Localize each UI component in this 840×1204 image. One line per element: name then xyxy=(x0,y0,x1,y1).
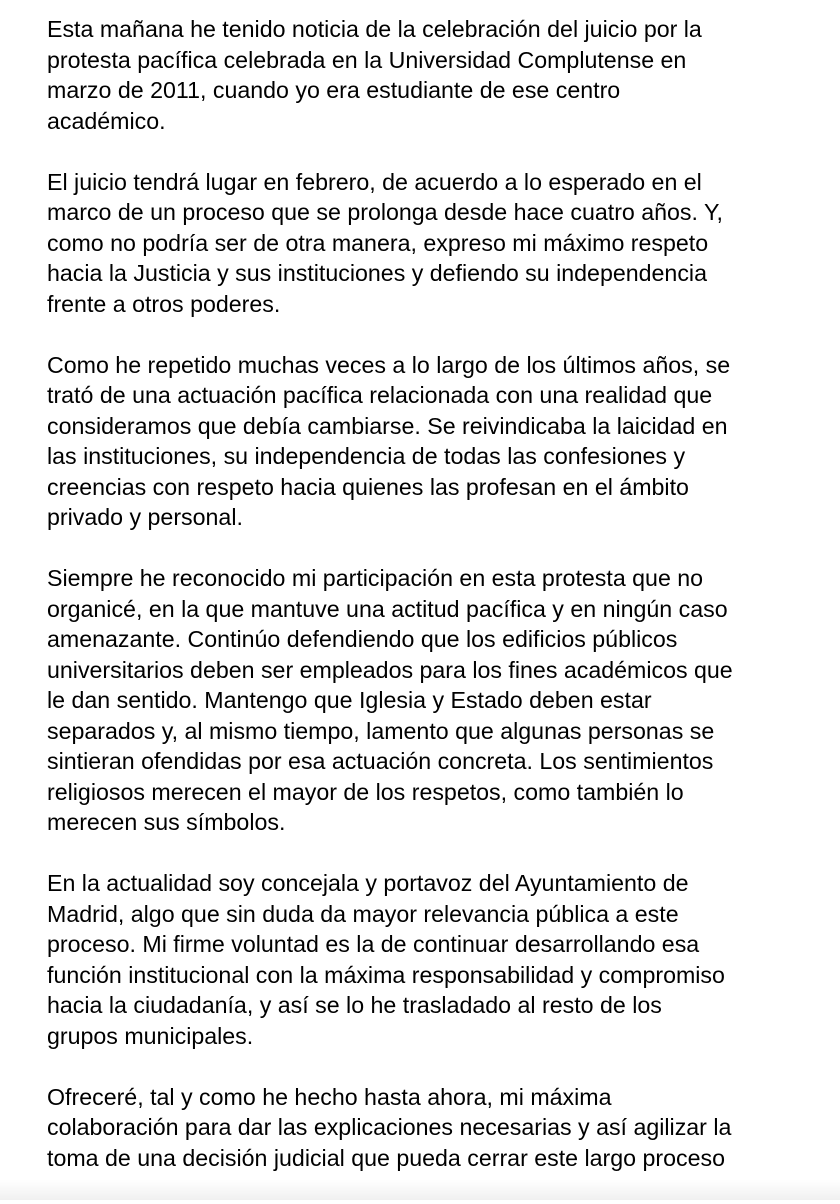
text-line: separados y, al mismo tiempo, lamento que algunas personas se xyxy=(47,717,715,744)
text-line: sintieran ofendidas por esa actuación concreta. Los sentimientos xyxy=(47,748,714,774)
text-line: trató de una actuación pacífica relacionada con una realidad que xyxy=(47,382,713,408)
text-line: le dan sentido. Mantengo que Iglesia y Estado deben estar xyxy=(47,687,652,713)
text-line: colaboración para dar las explicaciones necesarias y así agilizar la xyxy=(47,1114,732,1140)
paragraph-3 xyxy=(47,350,822,533)
text-line: hacia la Justicia y sus instituciones y defiendo su independencia xyxy=(47,260,707,286)
paragraph-4 xyxy=(47,563,822,838)
text-line: las instituciones, su independencia de todas las confesiones y xyxy=(47,443,686,469)
text-line: merecen sus símbolos. xyxy=(47,809,286,835)
text-line: creencias con respeto hacia quienes las profesan en el ámbito xyxy=(47,473,689,500)
paragraph-6 xyxy=(47,1082,822,1174)
text-line: toma de una decisión judicial que pueda cerrar este largo proceso xyxy=(47,1144,726,1171)
text-line: organicé, en la que mantuve una actitud pacífica y en ningún caso xyxy=(47,595,728,622)
text-line: función institucional con la máxima responsabilidad y compromiso xyxy=(47,961,725,988)
paragraph-1 xyxy=(47,14,822,136)
text-line: marco de un proceso que se prolonga desde hace cuatro años. Y, xyxy=(47,199,723,225)
paragraph-2 xyxy=(47,167,822,320)
bottom-edge-shade xyxy=(0,1180,840,1200)
text-line: privado y personal. xyxy=(47,504,243,530)
text-line: universitarios deben ser empleados para los fines académicos que xyxy=(47,656,733,683)
text-line: académico. xyxy=(47,107,166,134)
text-line: Ofreceré, tal y como he hecho hasta ahora, mi máxima xyxy=(47,1083,612,1110)
text-line: proceso. Mi firme voluntad es la de continuar desarrollando esa xyxy=(47,931,700,957)
text-line: religiosos merecen el mayor de los respetos, como también lo xyxy=(47,778,684,805)
text-line: marzo de 2011, cuando yo era estudiante de ese centro xyxy=(47,77,621,103)
paragraph-5 xyxy=(47,868,822,1051)
text-line: protesta pacífica celebrada en la Universidad Complutense en xyxy=(47,46,687,73)
text-line: El juicio tendrá lugar en febrero, de acuerdo a lo esperado en el xyxy=(47,168,702,195)
text-line: Madrid, algo que sin duda da mayor relevancia pública a este xyxy=(47,900,679,927)
text-line: hacia la ciudadanía, y así se lo he trasladado al resto de los xyxy=(47,992,662,1018)
text-line: frente a otros poderes. xyxy=(47,290,281,317)
text-line: En la actualidad soy concejala y portavoz del Ayuntamiento de xyxy=(47,870,689,896)
text-line: consideramos que debía cambiarse. Se reivindicaba la laicidad en xyxy=(47,412,728,439)
text-line: grupos municipales. xyxy=(47,1022,254,1049)
text-line: como no podría ser de otra manera, expreso mi máximo respeto xyxy=(47,229,709,256)
text-line: Como he repetido muchas veces a lo largo de los últimos años, se xyxy=(47,351,731,378)
document-body xyxy=(47,14,822,1204)
text-line: Siempre he reconocido mi participación en esta protesta que no xyxy=(47,565,704,591)
text-line: Esta mañana he tenido noticia de la celebración del juicio por la xyxy=(47,16,702,42)
text-line: amenazante. Continúo defendiendo que los edificios públicos xyxy=(47,626,678,652)
